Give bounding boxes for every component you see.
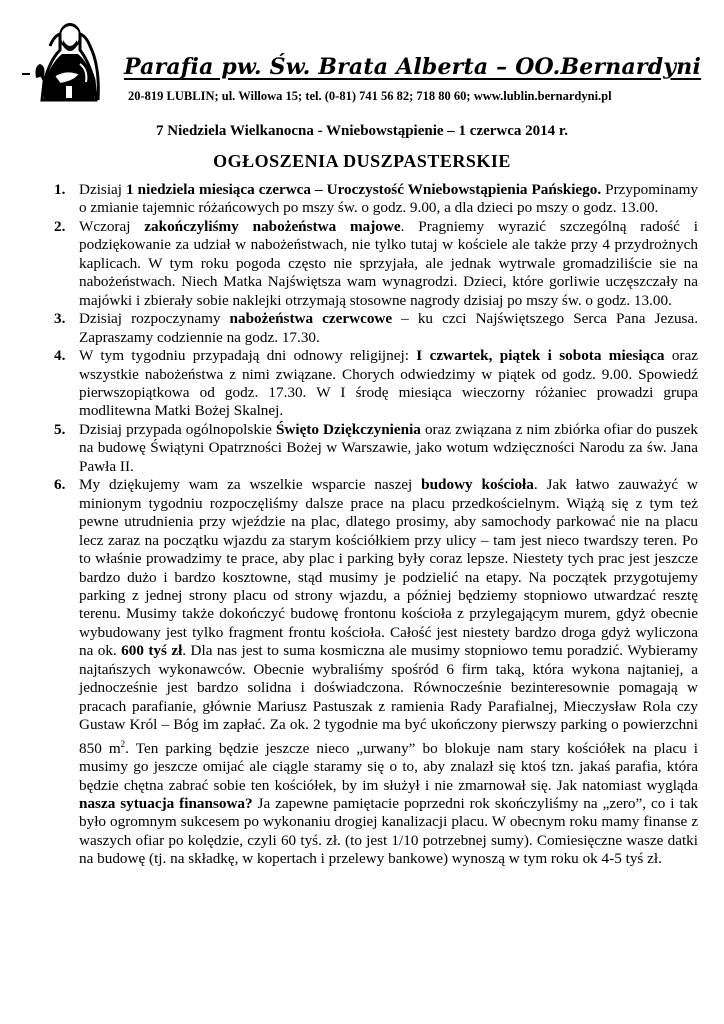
announcement-item [54, 476, 698, 869]
text-run: Dzisiaj przypada ogólnopolskie [79, 420, 276, 438]
announcements-title: OGŁOSZENIA DUSZPASTERSKIE [213, 151, 511, 171]
announcement-item [54, 218, 698, 310]
announcement-text [79, 310, 698, 347]
header-rule [22, 73, 30, 75]
announcement-text [79, 476, 698, 869]
bold-phrase: Święto Dziękczynienia [275, 420, 421, 438]
text-run: Ja zapewne pamiętacie poprzedni rok skończyliśmy na „zero”, co i tak było ogromnym sukcesem po wykonaniu drogiej kanalizacji placu. W obecnym roku mamy finanse z waszych ofiar po kolędzie, czyli 60 tyś. zł. (to jest 1/10 potrzebnej sumy). Comiesięczne wasze datki na budowę (tj. na składkę, w kopertach i przelewy bankowe) wynoszą w tym roku ok 4-5 tyś zł. [79, 795, 698, 868]
announcement-number: 4. [54, 347, 66, 365]
text-run: . Dla nas jest to suma kosmiczna ale musimy stopniowo temu poradzić. Wybieramy najtańszych wykonawców. Obecnie wybraliśmy spośród 6 firm taką, która wykona najtaniej, a jednocześnie jest bardzo solidna i doświadczona. Równocześnie bezinteresownie pomagają w pracach parafianie, głównie Mariusz Pastuszak z ramienia Rady Parafialnej, Mieczysław Rola czy Gustaw Król – Bóg im zapłać. Za ok. 2 tygodnie ma być ukończony pierwszy parking o powierzchni 850 m [79, 642, 699, 757]
announcement-text [79, 421, 698, 476]
parish-address: 20-819 LUBLIN; ul. Willowa 15; tel. (0-81) 741 56 82; 718 80 60; www.lublin.bernardyni.pl [128, 89, 612, 103]
text-run: 2 [120, 738, 126, 749]
announcement-text [79, 218, 698, 310]
text-run: . Pragniemy wyrazić szczególną radość i podziękowanie za udział w nabożeństwach, nie tylko tutaj w kościele ale także przy 4 przydrożnych kaplicach. W tym roku pogoda często nie sprzyjała, ale jednak wytrwale gromadziliście sie na nabożeństwach. Niech Matka Najświętsza wam wynagrodzi. Dzieci, które gorliwie uczęszczały na majówki i zbierały sobie naklejki otrzymają stosowne nagrody dzisiaj po mszy św. o godz. 13.00. [79, 217, 698, 309]
announcement-number: 6. [54, 476, 66, 494]
text-run: W tym tygodniu przypadają dni odnowy religijnej: [79, 347, 417, 365]
bold-phrase: 1 niedziela miesiąca czerwca – Uroczystość Wniebowstąpienia Pańskiego. [126, 181, 602, 198]
text-run: Dzisiaj [79, 181, 127, 198]
text-run: Przypominamy o zmianie tajemnic różańcowych po mszy św. o godz. 9.00, a dla dzieci po mszy o godz. 13.00. [79, 181, 698, 217]
announcement-number: 3. [54, 310, 66, 328]
text-run: . Ten parking będzie jeszcze nieco „urwany” bo blokuje nam stary kościółek na placu i musimy go jeszcze omijać ale ciągle staramy się o to, aby znalazł się ktoś tzn. jakaś parafia, która będzie chętna zabrać sobie ten kościółek, by im służył i nie zmarnował się. Jak natomiast wygląda [79, 739, 698, 794]
announcement-item [54, 181, 698, 218]
brother-albert-logo-icon [30, 16, 108, 102]
announcements-list [54, 181, 698, 869]
bold-phrase: zakończyliśmy nabożeństwa majowe [144, 217, 401, 235]
text-run: My dziękujemy wam za wszelkie wsparcie naszej [79, 476, 422, 494]
text-run: oraz związana z nim zbiórka ofiar do puszek na budowę Świątyni Opatrzności Bożej w Warszawie, jako wotum wdzięczności Narodu za św. Jana Pawła II. [79, 420, 698, 475]
announcement-text [79, 181, 698, 218]
announcement-number: 5. [54, 420, 66, 438]
bold-phrase: I czwartek, piątek i sobota miesiąca [416, 347, 665, 365]
bold-phrase: budowy kościoła [421, 476, 534, 494]
announcement-number: 1. [54, 181, 66, 198]
announcement-item [54, 347, 698, 421]
announcement-item [54, 310, 698, 347]
announcement-item [54, 421, 698, 476]
liturgical-date: 7 Niedziela Wielkanocna - Wniebowstąpienie – 1 czerwca 2014 r. [156, 123, 568, 139]
text-run: Dzisiaj rozpoczynamy [79, 310, 230, 328]
text-run: . Jak łatwo zauważyć w minionym tygodniu rozpoczęliśmy dalsze prace na placu przedkościelnym. Wiążą się z tym też pewne utrudnienia przy wjeździe na plac, dlatego prosimy, aby samochody parkować nie na placu lecz zaraz na początku wjazdu za starym kościółkiem przy ulicy – tam jest nieco twardszy teren. Po to właśnie prowadzimy te prace, aby plac i parking były coraz lepsze. Niestety tych prac jest jeszcze bardzo dużo i bardzo kosztowne, stąd musimy je podzielić na etapy. Na początek przygotujemy parking z jednej strony placu od strony wjazdu, a później będziemy stopniowo utwardzać resztę terenu. Musimy także dokończyć budowę frontonu kościoła z przylegającym murem, gdyż obecnie wybudowany jest tylko fragment frontu kościoła. Całość jest niestety bardzo droga gdyż wyliczona na ok. [79, 476, 698, 660]
text-run: oraz wszystkie nabożeństwa z nimi związane. Chorych odwiedzimy w piątek od godz. 9.00. Spowiedź pierwszopiątkowa od godz. 17.30. W I środę miesiąca wieczorny różaniec prowadzi grupa modlitewna Matki Bożej Skalnej. [79, 347, 698, 420]
text-run: – ku czci Najświętszego Serca Pana Jezusa. Zapraszamy codziennie na godz. 17.30. [79, 310, 699, 346]
announcement-text [79, 347, 698, 421]
bold-phrase: 600 tyś zł [121, 642, 183, 660]
bold-phrase: nasza sytuacja finansowa? [79, 795, 253, 813]
parish-title: Parafia pw. Św. Brata Alberta – OO.Bernardyni [124, 54, 702, 80]
text-run: Wczoraj [79, 217, 145, 235]
bold-phrase: nabożeństwa czerwcowe [229, 310, 393, 328]
announcement-number: 2. [54, 217, 66, 235]
